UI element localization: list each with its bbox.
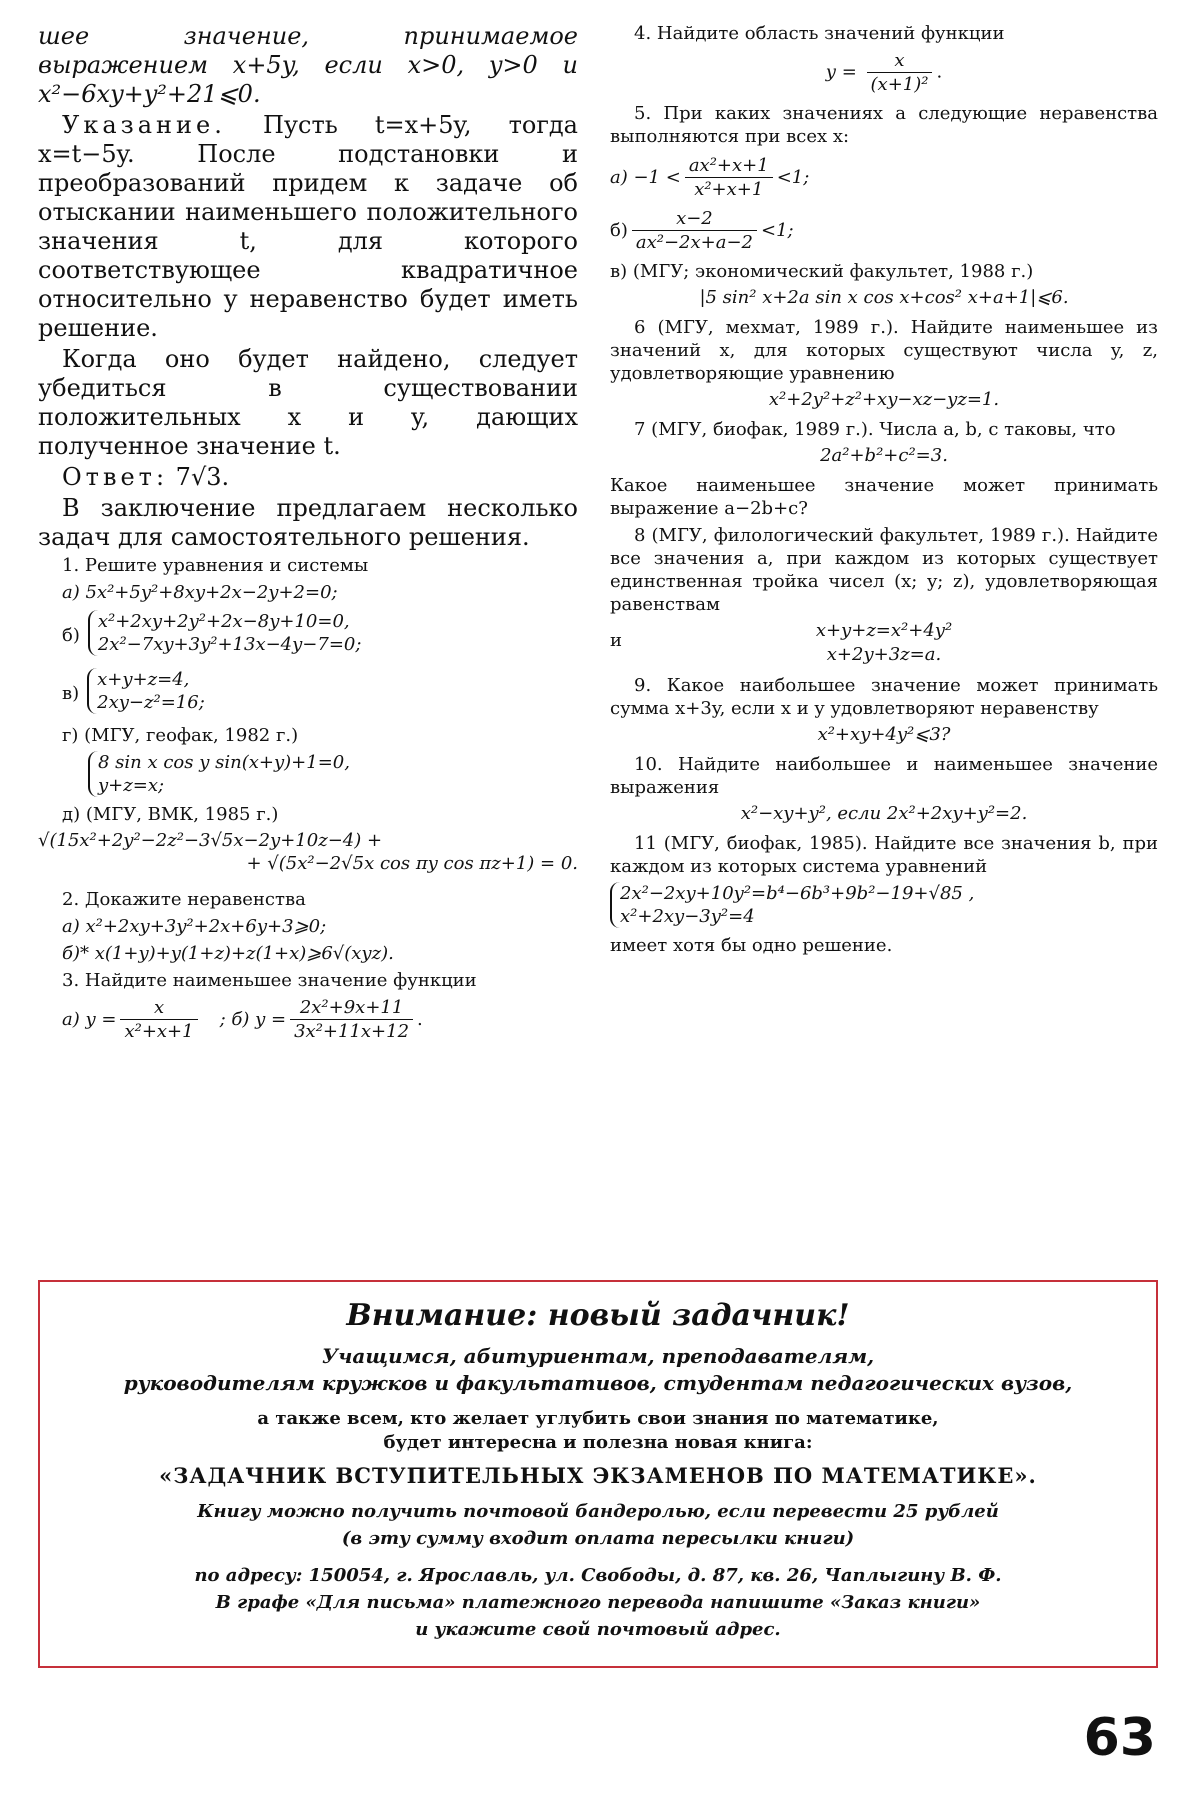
task-1d-heading: д) (МГУ, ВМК, 1985 г.)	[62, 804, 279, 825]
task-1g-eq1: 8 sin x cos y sin(x+y)+1=0,	[98, 752, 350, 773]
task-8-equation-1: x+y+z=x²+4y²	[815, 620, 953, 641]
announcement-box	[38, 1280, 1158, 1668]
task-11-eq1: 2x²−2xy+10y²=b⁴−6b³+9b²−19+√85 ,	[620, 883, 975, 904]
task-11-heading: 11 (МГУ, биофак, 1985). Найдите все значения b, при каждом из которых система уравнений	[610, 833, 1158, 877]
task-4-label: y =	[825, 61, 857, 83]
task-8-equation-2: x+2y+3z=a.	[826, 644, 942, 665]
task-5a-label: а) −1 <	[610, 167, 681, 188]
task-1g-eq2: y+z=x;	[98, 775, 165, 796]
task-1v-system	[87, 668, 205, 714]
hint-text: Пусть t=x+5y, тогда x=t−5y. После подстановки и преобразований придем к задаче об отыскании наименьшего положительного значения t, для которого соответствующее квадратичное относительно y неравенство будет иметь решение.	[38, 111, 578, 342]
announcement-line-6: (в эту сумму входит оплата пересылки книги)	[341, 1528, 855, 1549]
announcement-address: по адресу: 150054, г. Ярославль, ул. Свободы, д. 87, кв. 26, Чаплыгину В. Ф.	[194, 1565, 1002, 1586]
task-3b-fraction	[290, 996, 413, 1043]
paragraph-positivity: Когда оно будет найдено, следует убедиться в существовании положительных x и y, дающих полученное значение t.	[38, 345, 578, 460]
task-11-system	[610, 882, 1158, 928]
task-11-system-wrap	[610, 882, 1158, 928]
task-5v-heading: в) (МГУ; экономический факультет, 1988 г.)	[610, 261, 1034, 282]
task-4-fraction	[867, 49, 933, 96]
task-7-equation: 2a²+b²+c²=3.	[820, 445, 948, 466]
task-3b-numerator: 2x²+9x+11	[290, 996, 413, 1020]
task-3-functions: а) y = $\frac{x}{\text{x²+x+1}}$ ; б) y = $\frac{\text{2x²+9x+11}}{\text{3x²+11x+12}}$ .	[62, 997, 423, 1042]
task-2b: б)* x(1+y)+y(1+z)+z(1+x)⩾6√(xyz).	[62, 943, 394, 964]
task-3a-denominator: x²+x+1	[124, 1021, 194, 1042]
task-10-heading: 10. Найдите наибольшее и наименьшее значение выражения	[610, 754, 1158, 798]
page-number: 63	[1083, 1708, 1156, 1768]
announcement-line-5: Книгу можно получить почтовой бандеролью, если перевести 25 рублей	[197, 1501, 999, 1522]
task-3a-fraction	[120, 996, 197, 1043]
task-1b-eq2: 2x²−7xy+3y²+13x−4y−7=0;	[97, 634, 362, 655]
task-7-heading: 7 (МГУ, биофак, 1989 г.). Числа a, b, c таковы, что	[634, 419, 1116, 440]
task-1b-system	[88, 610, 362, 656]
answer-label: Ответ:	[62, 463, 169, 491]
task-1g-system-wrap	[38, 751, 578, 797]
task-11-tail: имеет хотя бы одно решение.	[610, 935, 893, 956]
task-4-heading: 4. Найдите область значений функции	[634, 23, 1005, 44]
task-6-heading: 6 (МГУ, мехмат, 1989 г.). Найдите наименьшее из значений x, для которых существуют числа y, z, удовлетворяющие уравнению	[610, 317, 1158, 384]
task-8-heading: 8 (МГУ, филологический факультет, 1989 г.). Найдите все значения a, при каждом из которых существует единственная тройка чисел (x; y; z), удовлетворяющая равенствам	[610, 525, 1158, 615]
task-5b	[610, 207, 1158, 254]
task-1v	[38, 666, 578, 720]
task-3a-numerator: x	[120, 996, 197, 1020]
task-1b	[38, 608, 578, 662]
task-9-equation: x²+xy+4y²⩽3?	[817, 724, 951, 745]
task-5b-numerator: x−2	[632, 207, 757, 231]
task-10-equation: x²−xy+y², если 2x²+2xy+y²=2.	[740, 803, 1028, 824]
task-1-heading: 1. Решите уравнения и системы	[62, 555, 369, 576]
task-5b-fraction	[632, 207, 757, 254]
task-1b-label: б)	[62, 624, 80, 646]
task-6-equation: x²+2y²+z²+xy−xz−yz=1.	[768, 389, 1000, 410]
task-5-heading: 5. При каких значениях a следующие неравенства выполняются при всех x:	[610, 103, 1158, 147]
paragraph-conclusion: В заключение предлагаем несколько задач для самостоятельного решения.	[38, 494, 578, 551]
task-8-and: и	[610, 630, 622, 651]
task-2-heading: 2. Докажите неравенства	[62, 889, 306, 910]
right-column	[610, 22, 1158, 961]
hint-paragraph	[38, 111, 578, 343]
task-1b-eq1: x²+2xy+2y²+2x−8y+10=0,	[97, 611, 350, 632]
task-4-function: y = $\frac{x}{\text{(x+1)²}}$ .	[825, 50, 943, 95]
task-5b-label: б)	[610, 220, 628, 241]
announcement-title: Внимание: новый задачник!	[346, 1298, 850, 1333]
announcement-line-4: будет интересна и полезна новая книга:	[383, 1432, 813, 1453]
left-column	[38, 22, 578, 1047]
task-3b-label: ; б) y =	[219, 1009, 287, 1030]
announcement-line-9: и укажите свой почтовый адрес.	[415, 1619, 781, 1640]
task-5a-numerator: ax²+x+1	[685, 154, 773, 178]
task-9-heading: 9. Какое наибольшее значение может принимать сумма x+3y, если x и y удовлетворяют неравенству	[610, 675, 1158, 719]
task-1v-eq2: 2xy−z²=16;	[97, 692, 205, 713]
task-3b-denominator: 3x²+11x+12	[294, 1021, 410, 1042]
task-4-numerator: x	[867, 49, 933, 73]
task-3a-label: а) y =	[62, 1009, 117, 1030]
task-1a: а) 5x²+5y²+8xy+2x−2y+2=0;	[62, 582, 338, 603]
task-1d-eq-line1: √(15x²+2y²−2z²−3√5x−2y+10z−4) +	[38, 830, 383, 851]
announcement-line-3: а также всем, кто желает углубить свои знания по математике,	[257, 1408, 939, 1429]
announcement-line-8: В графе «Для письма» платежного перевода напишите «Заказ книги»	[215, 1592, 981, 1613]
announcement-line-1: Учащимся, абитуриентам, преподавателям,	[321, 1344, 875, 1368]
task-2a: а) x²+2xy+3y²+2x+6y+3⩾0;	[62, 916, 327, 937]
task-1d-eq-line2: + √(5x²−2√5x cos πy cos πz+1) = 0.	[246, 853, 578, 874]
hint-label: Указание.	[62, 111, 226, 139]
task-5a-tail: <1;	[776, 167, 810, 188]
answer-value: 7√3.	[175, 463, 230, 491]
task-7-question: Какое наименьшее значение может принимать выражение a−2b+c?	[610, 475, 1158, 519]
task-1v-label: в)	[62, 682, 80, 704]
task-1v-eq1: x+y+z=4,	[97, 669, 190, 690]
task-5a-fraction	[685, 154, 773, 201]
task-5a-denominator: x²+x+1	[694, 179, 764, 200]
task-3-heading: 3. Найдите наименьшее значение функции	[62, 970, 477, 991]
task-5b-tail: <1;	[761, 220, 794, 241]
announcement-line-2: руководителям кружков и факультативов, студентам педагогических вузов,	[123, 1371, 1073, 1395]
paragraph-continuation: шее значение, принимаемое выражением x+5y, если x>0, y>0 и x²−6xy+y²+21⩽0.	[38, 22, 578, 108]
task-5a	[610, 154, 1158, 201]
task-5b-denominator: ax²−2x+a−2	[635, 232, 753, 253]
answer-line	[38, 463, 578, 492]
task-4-denominator: (x+1)²	[870, 74, 929, 95]
announcement-book-title: «ЗАДАЧНИК ВСТУПИТЕЛЬНЫХ ЭКЗАМЕНОВ ПО МАТЕМАТИКЕ».	[159, 1463, 1037, 1488]
task-5v-equation: |5 sin² x+2a sin x cos x+cos² x+a+1|⩽6.	[699, 287, 1069, 308]
task-1g-heading: г) (МГУ, геофак, 1982 г.)	[62, 725, 299, 746]
task-1g-system	[88, 751, 578, 797]
task-11-eq2: x²+2xy−3y²=4	[620, 906, 755, 927]
